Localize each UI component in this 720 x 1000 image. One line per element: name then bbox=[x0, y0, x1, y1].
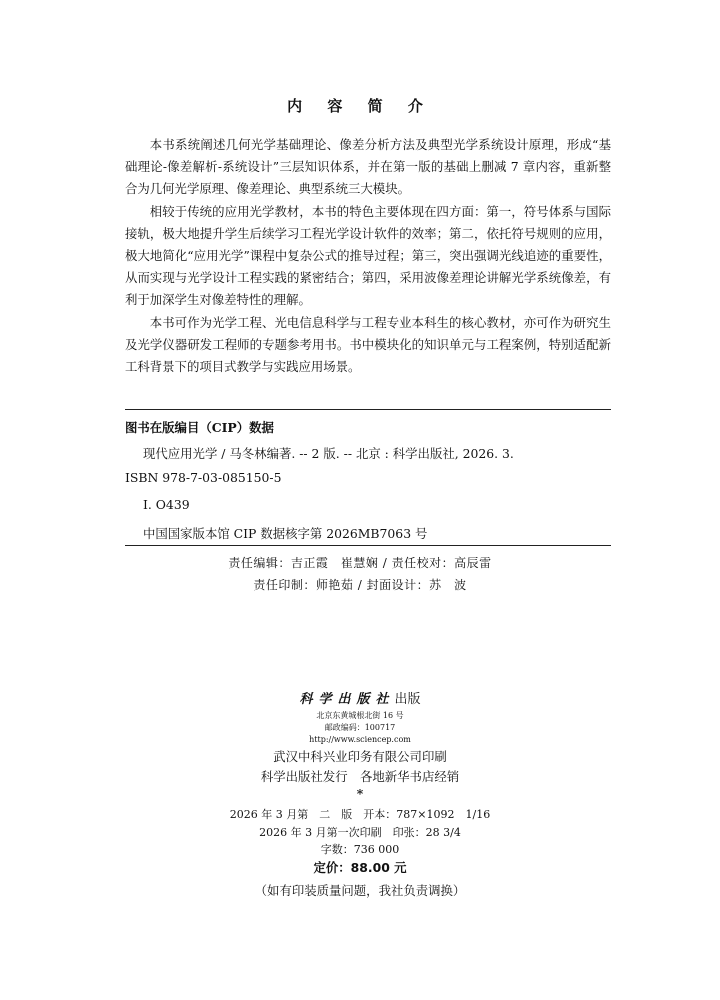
cip-title: 图书在版编目（CIP）数据 bbox=[125, 420, 274, 435]
intro-title: 内 容 简 介 bbox=[287, 97, 433, 115]
intro-paragraph-2: 相较于传统的应用光学教材，本书的特色主要体现在四方面：第一，符号体系与国际接轨，极大地提升学生后续学习工程光学设计软件的效率；第二，依托符号规则的应用，极大地简化“应用光学”课程中复杂公式的推导过程；第三，突出强调光线追迹的重要性，从而实现与光学设计工程实践的紧密结合；第四，采用波像差理论讲解光学系统像差，有利于加深学生对像差特性的理解。 bbox=[125, 203, 611, 308]
cip-book-record: 现代应用光学 / 马冬林编著. -- 2 版. -- 北京 : 科学出版社, 2026. 3. bbox=[143, 446, 514, 461]
intro-body bbox=[125, 134, 611, 378]
production-credits: 责任印制：师艳茹 / 封面设计：苏 波 bbox=[253, 578, 467, 592]
publisher-logo: 科学出版社 bbox=[299, 692, 395, 707]
price-line: 定价：88.00 元 bbox=[313, 860, 407, 875]
intro-paragraph-3: 本书可作为光学工程、光电信息科学与工程专业本科生的核心教材，亦可作为研究生及光学仪器研发工程师的专题参考用书。书中模块化的知识单元与工程案例，特别适配新工科背景下的项目式教学与实践应用场景。 bbox=[125, 314, 611, 375]
cip-top-rule bbox=[125, 409, 611, 410]
publisher-line bbox=[0, 688, 720, 707]
edition-line: 2026 年 3 月第 二 版 开本：787×1092 1/16 bbox=[229, 808, 491, 821]
cip-isbn: ISBN 978-7-03-085150-5 bbox=[125, 470, 282, 485]
distribution-line: 科学出版社发行 各地新华书店经销 bbox=[260, 769, 460, 784]
printer-line: 武汉中科兴业印务有限公司印刷 bbox=[273, 749, 447, 764]
quality-note: （如有印装质量问题，我社负责调换） bbox=[254, 883, 466, 898]
publisher-url: http://www.sciencep.com bbox=[309, 735, 411, 744]
intro-paragraph-1: 本书系统阐述几何光学基础理论、像差分析方法及典型光学系统设计原理，形成“基础理论-像差解析-系统设计”三层知识体系，并在第一版的基础上删减 7 章内容，重新整合为几何光学原理、像差理论、典型系统三大模块。 bbox=[125, 137, 611, 197]
separator-star: * bbox=[356, 786, 364, 801]
cip-bottom-rule bbox=[125, 545, 611, 546]
publisher-address: 北京东黄城根北街 16 号 bbox=[316, 711, 404, 720]
printing-line: 2026 年 3 月第一次印刷 印张：28 3/4 bbox=[259, 826, 461, 839]
editor-credits: 责任编辑：吉正霞 崔慧娴 / 责任校对：高辰雷 bbox=[228, 556, 492, 570]
publisher-suffix: 出版 bbox=[394, 692, 421, 707]
publisher-postcode: 邮政编码：100717 bbox=[324, 723, 396, 732]
word-count-line: 字数：736 000 bbox=[320, 843, 400, 856]
cip-record-number: 中国国家版本馆 CIP 数据核字第 2026MB7063 号 bbox=[143, 526, 428, 541]
cip-classification: Ⅰ. O439 bbox=[143, 497, 190, 512]
